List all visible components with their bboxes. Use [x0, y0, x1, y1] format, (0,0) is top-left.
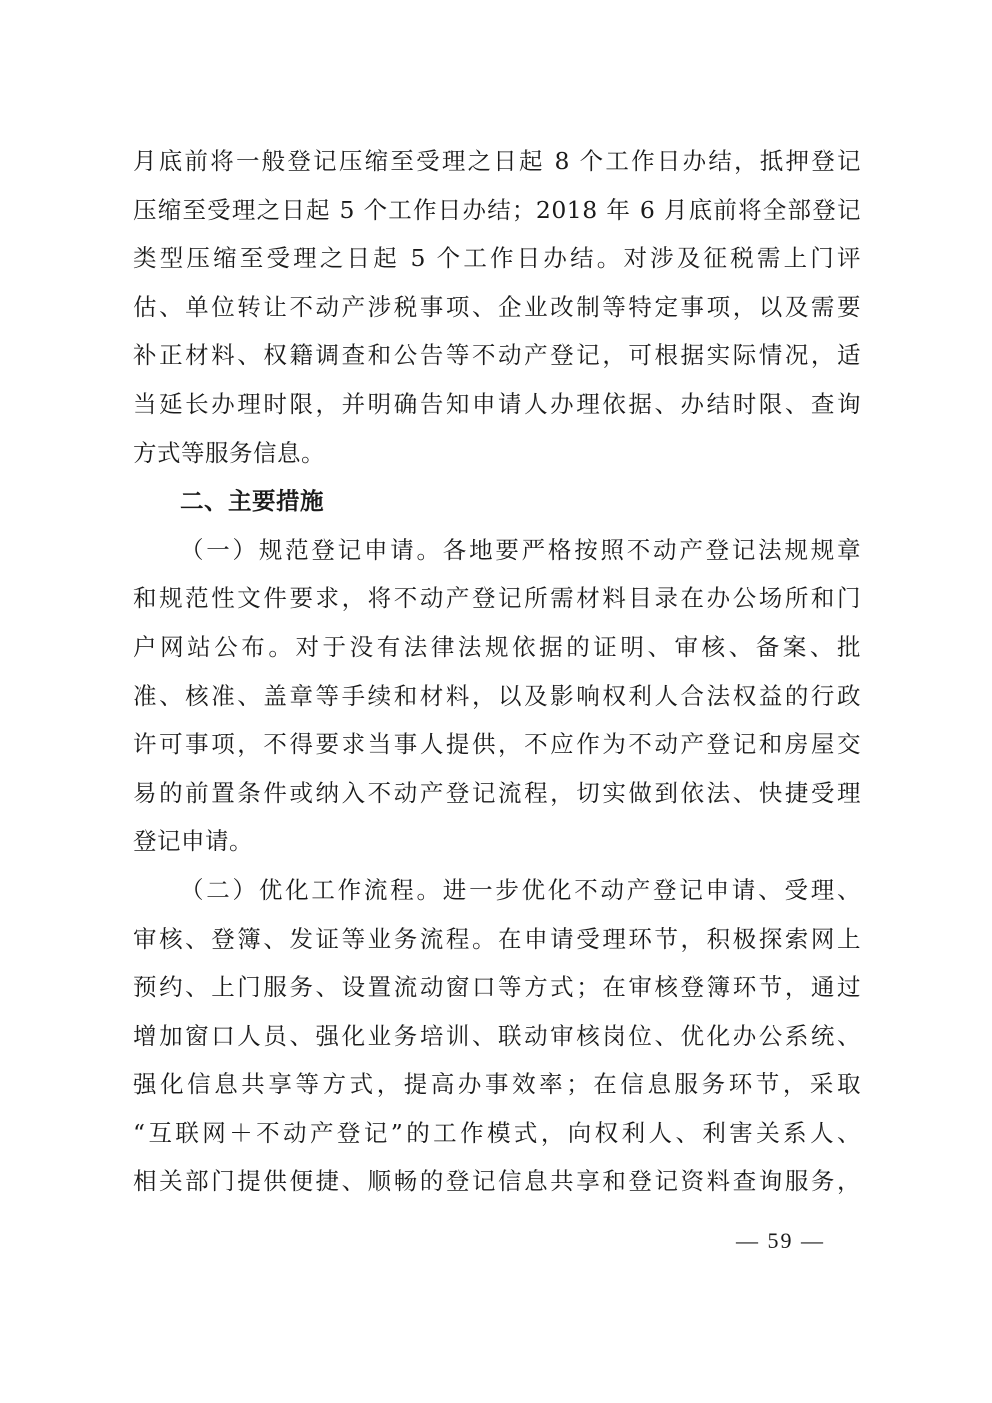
text-line: 增加窗口人员、强化业务培训、联动审核岗位、优化办公系统、 — [133, 1021, 861, 1050]
text-line: 类型压缩至受理之日起 5 个工作日办结。对涉及征税需上门评 — [133, 244, 861, 273]
text-line: 许可事项，不得要求当事人提供，不应作为不动产登记和房屋交 — [133, 730, 861, 759]
section-heading: 二、主要措施 — [180, 487, 324, 516]
page-number: — 59 — — [736, 1228, 825, 1253]
text-line: 月底前将一般登记压缩至受理之日起 8 个工作日办结，抵押登记 — [133, 147, 861, 175]
text-line: 准、核准、盖章等手续和材料，以及影响权利人合法权益的行政 — [133, 681, 861, 710]
text-line: 方式等服务信息。 — [133, 438, 325, 467]
paragraph-start-line: （二）优化工作流程。进一步优化不动产登记申请、受理、 — [180, 875, 861, 904]
text-line: 户网站公布。对于没有法律法规依据的证明、审核、备案、批 — [133, 632, 861, 661]
text-line: “互联网＋不动产登记”的工作模式，向权利人、利害关系人、 — [133, 1118, 861, 1147]
text-line: 当延长办理时限，并明确告知申请人办理依据、办结时限、查询 — [133, 389, 861, 418]
text-line: 和规范性文件要求，将不动产登记所需材料目录在办公场所和门 — [133, 584, 861, 613]
text-line: 审核、登簿、发证等业务流程。在申请受理环节，积极探索网上 — [133, 924, 861, 953]
text-line: 补正材料、权籍调查和公告等不动产登记，可根据实际情况，适 — [133, 341, 861, 370]
text-line: 预约、上门服务、设置流动窗口等方式；在审核登簿环节，通过 — [133, 973, 861, 1002]
paragraph-start-line: （一）规范登记申请。各地要严格按照不动产登记法规规章 — [180, 535, 861, 564]
text-line: 压缩至受理之日起 5 个工作日办结；2018 年 6 月底前将全部登记 — [133, 195, 861, 224]
text-line: 强化信息共享等方式，提高办事效率；在信息服务环节，采取 — [133, 1070, 861, 1099]
text-line: 登记申请。 — [133, 827, 253, 856]
document-body — [133, 137, 861, 1206]
text-line: 相关部门提供便捷、顺畅的登记信息共享和登记资料查询服务， — [133, 1167, 861, 1196]
text-line: 易的前置条件或纳入不动产登记流程，切实做到依法、快捷受理 — [133, 778, 861, 807]
text-line: 估、单位转让不动产涉税事项、企业改制等特定事项，以及需要 — [133, 292, 861, 321]
